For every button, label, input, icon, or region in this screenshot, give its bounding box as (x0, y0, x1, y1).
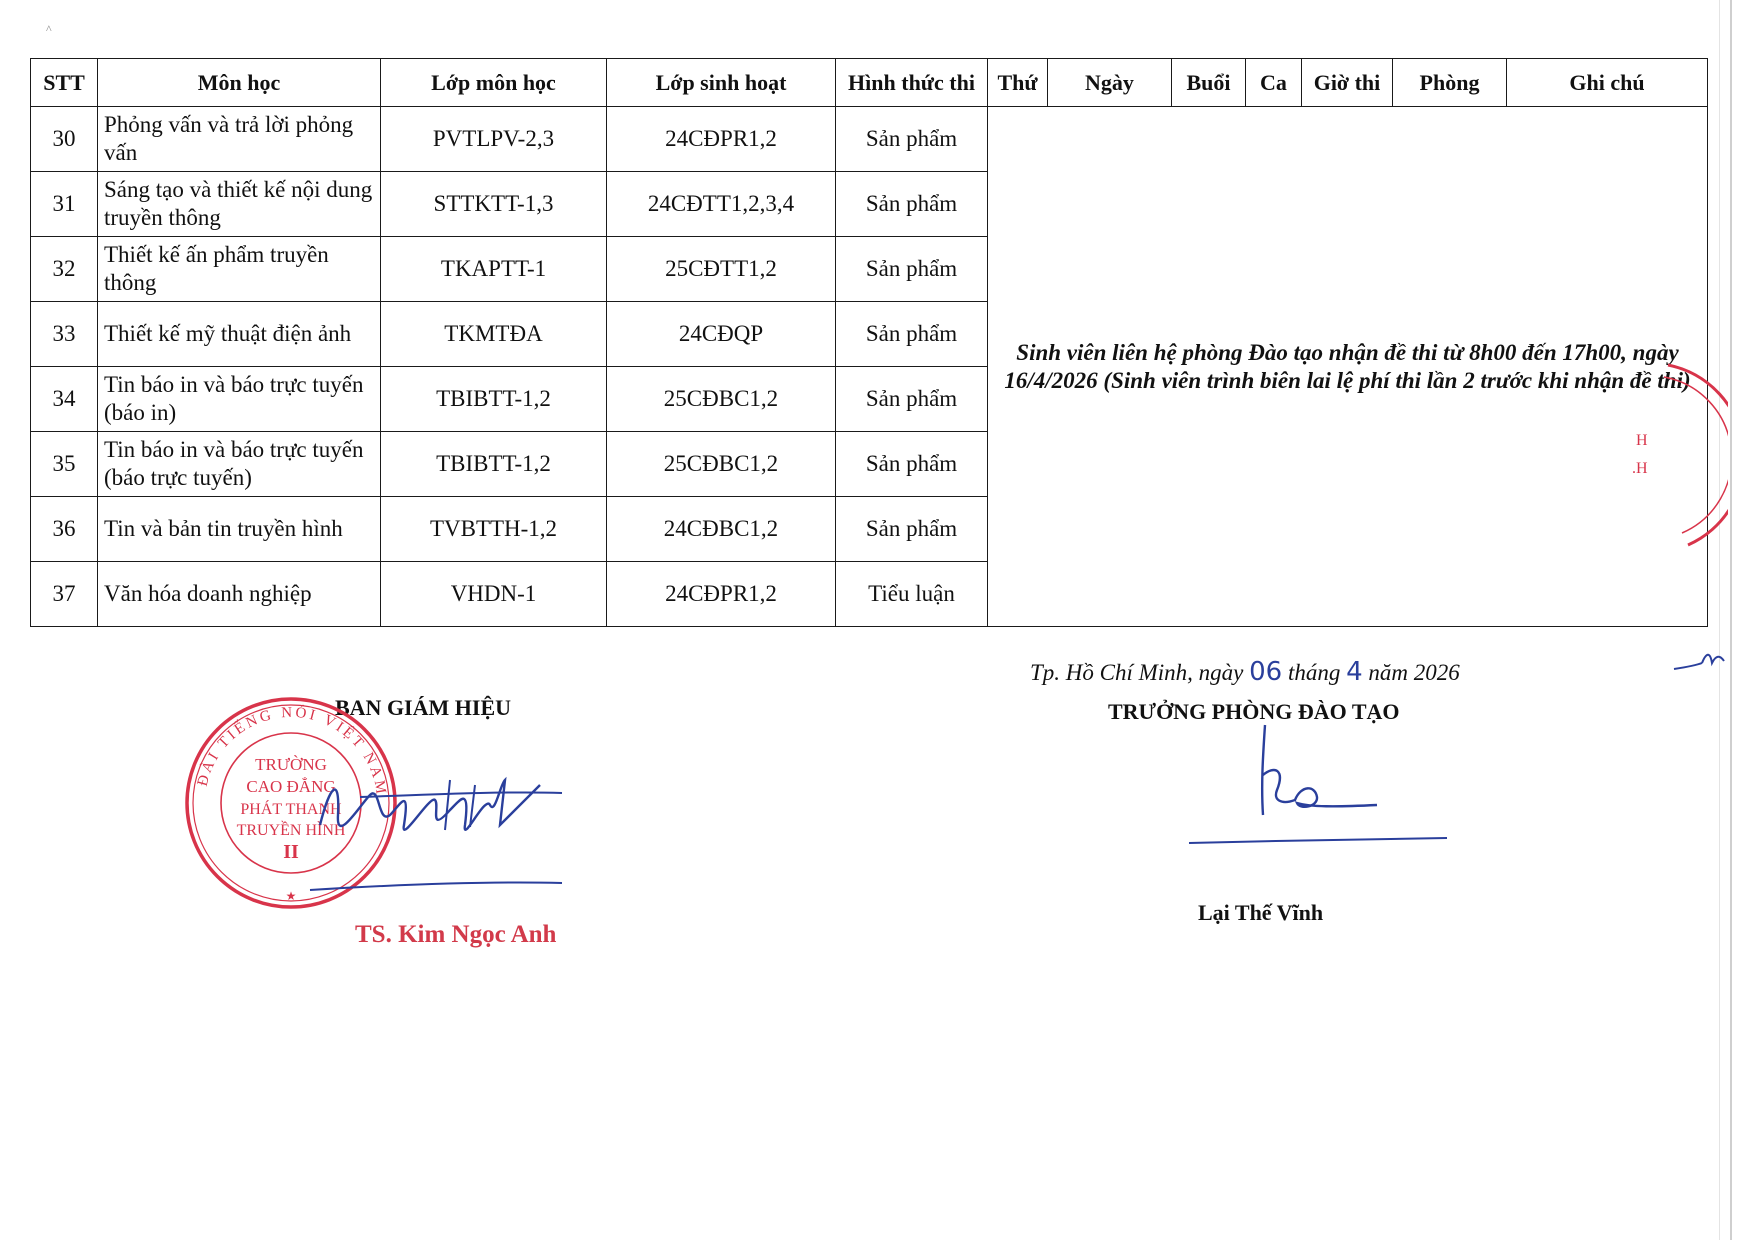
corner-mark: ^ (46, 22, 52, 36)
cell-home-class: 25CĐBC1,2 (607, 432, 836, 497)
header-date: Ngày (1048, 59, 1172, 107)
cell-home-class: 24CĐPR1,2 (607, 107, 836, 172)
date-year: năm 2026 (1368, 660, 1460, 685)
header-weekday: Thứ (988, 59, 1048, 107)
merged-note-text: Sinh viên liên hệ phòng Đào tạo nhận đề thi từ 8h00 đến 17h00, ngày 16/4/2026 (Sinh viên trình biên lai lệ phí thi lần 2 trước khi nhận đề thi) (1004, 339, 1691, 393)
cell-course-class: TVBTTH-1,2 (381, 497, 607, 562)
page-edge (1730, 0, 1732, 1240)
cell-stt: 37 (31, 562, 98, 627)
seal-star-icon: ★ (285, 889, 297, 903)
cell-course-class: TBIBTT-1,2 (381, 367, 607, 432)
header-exam-form: Hình thức thi (836, 59, 988, 107)
cell-exam-form: Sản phẩm (836, 432, 988, 497)
cell-home-class: 24CĐPR1,2 (607, 562, 836, 627)
table-header-row (31, 59, 1708, 107)
date-place-prefix: Tp. Hồ Chí Minh, ngày (1030, 660, 1244, 685)
signing-date (1030, 657, 1460, 687)
svg-text:H: H (1636, 432, 1648, 449)
cell-exam-form: Sản phẩm (836, 107, 988, 172)
cell-subject: Tin báo in và báo trực tuyến (báo trực tuyến) (98, 432, 381, 497)
left-handwritten-signature (300, 755, 580, 905)
cell-stt: 30 (31, 107, 98, 172)
seal-line-5: II (283, 841, 299, 863)
left-signer-role: BAN GIÁM HIỆU (335, 695, 512, 720)
cell-course-class: VHDN-1 (381, 562, 607, 627)
right-handwritten-signature (1185, 715, 1455, 855)
cell-exam-form: Sản phẩm (836, 172, 988, 237)
cell-stt: 36 (31, 497, 98, 562)
cell-subject: Sáng tạo và thiết kế nội dung truyền thông (98, 172, 381, 237)
cell-home-class: 25CĐBC1,2 (607, 367, 836, 432)
header-stt: STT (31, 59, 98, 107)
cell-stt: 33 (31, 302, 98, 367)
cell-course-class: TBIBTT-1,2 (381, 432, 607, 497)
header-session: Buổi (1172, 59, 1246, 107)
right-signer-role: TRƯỞNG PHÒNG ĐÀO TẠO (1108, 699, 1400, 724)
header-note: Ghi chú (1507, 59, 1708, 107)
seal-line-1: TRƯỜNG (255, 755, 327, 774)
cell-course-class: TKMTĐA (381, 302, 607, 367)
exam-schedule-table (30, 58, 1708, 627)
seal-ring-text: ĐÀI TIẾNG NÓI VIỆT NAM (194, 704, 390, 798)
date-month-word: tháng (1287, 660, 1341, 685)
cell-subject: Thiết kế ấn phẩm truyền thông (98, 237, 381, 302)
merged-note-cell (988, 107, 1708, 627)
cell-exam-form: Sản phẩm (836, 497, 988, 562)
seal-line-3: PHÁT THANH (240, 801, 342, 818)
header-home-class: Lớp sinh hoạt (607, 59, 836, 107)
svg-text:.H: .H (1632, 460, 1648, 477)
cell-exam-form: Sản phẩm (836, 367, 988, 432)
cell-exam-form: Sản phẩm (836, 302, 988, 367)
partial-stamp-seal (1618, 355, 1728, 555)
page-edge-inner (1719, 0, 1720, 1240)
cell-subject: Văn hóa doanh nghiệp (98, 562, 381, 627)
cell-home-class: 25CĐTT1,2 (607, 237, 836, 302)
cell-exam-form: Sản phẩm (836, 237, 988, 302)
seal-line-4: TRUYỀN HÌNH (236, 822, 346, 839)
cell-exam-form: Tiểu luận (836, 562, 988, 627)
right-signer-name: Lại Thế Vĩnh (1198, 900, 1324, 925)
date-month: 4 (1346, 657, 1363, 687)
header-subject: Môn học (98, 59, 381, 107)
table-row (31, 107, 1708, 172)
cell-subject: Tin báo in và báo trực tuyến (báo in) (98, 367, 381, 432)
cell-course-class: STTKTT-1,3 (381, 172, 607, 237)
left-signer-name: TS. Kim Ngọc Anh (355, 921, 557, 948)
header-exam-time: Giờ thi (1302, 59, 1393, 107)
header-shift: Ca (1246, 59, 1302, 107)
cell-stt: 34 (31, 367, 98, 432)
cell-home-class: 24CĐQP (607, 302, 836, 367)
cell-subject: Tin và bản tin truyền hình (98, 497, 381, 562)
cell-home-class: 24CĐBC1,2 (607, 497, 836, 562)
margin-initial-mark (1672, 645, 1732, 675)
header-room: Phòng (1393, 59, 1507, 107)
cell-stt: 31 (31, 172, 98, 237)
cell-course-class: PVTLPV-2,3 (381, 107, 607, 172)
cell-home-class: 24CĐTT1,2,3,4 (607, 172, 836, 237)
cell-subject: Phỏng vấn và trả lời phỏng vấn (98, 107, 381, 172)
date-day: 06 (1249, 657, 1283, 687)
cell-subject: Thiết kế mỹ thuật điện ảnh (98, 302, 381, 367)
cell-stt: 32 (31, 237, 98, 302)
seal-line-2: CAO ĐẲNG (246, 777, 336, 796)
cell-stt: 35 (31, 432, 98, 497)
cell-course-class: TKAPTT-1 (381, 237, 607, 302)
header-course-class: Lớp môn học (381, 59, 607, 107)
